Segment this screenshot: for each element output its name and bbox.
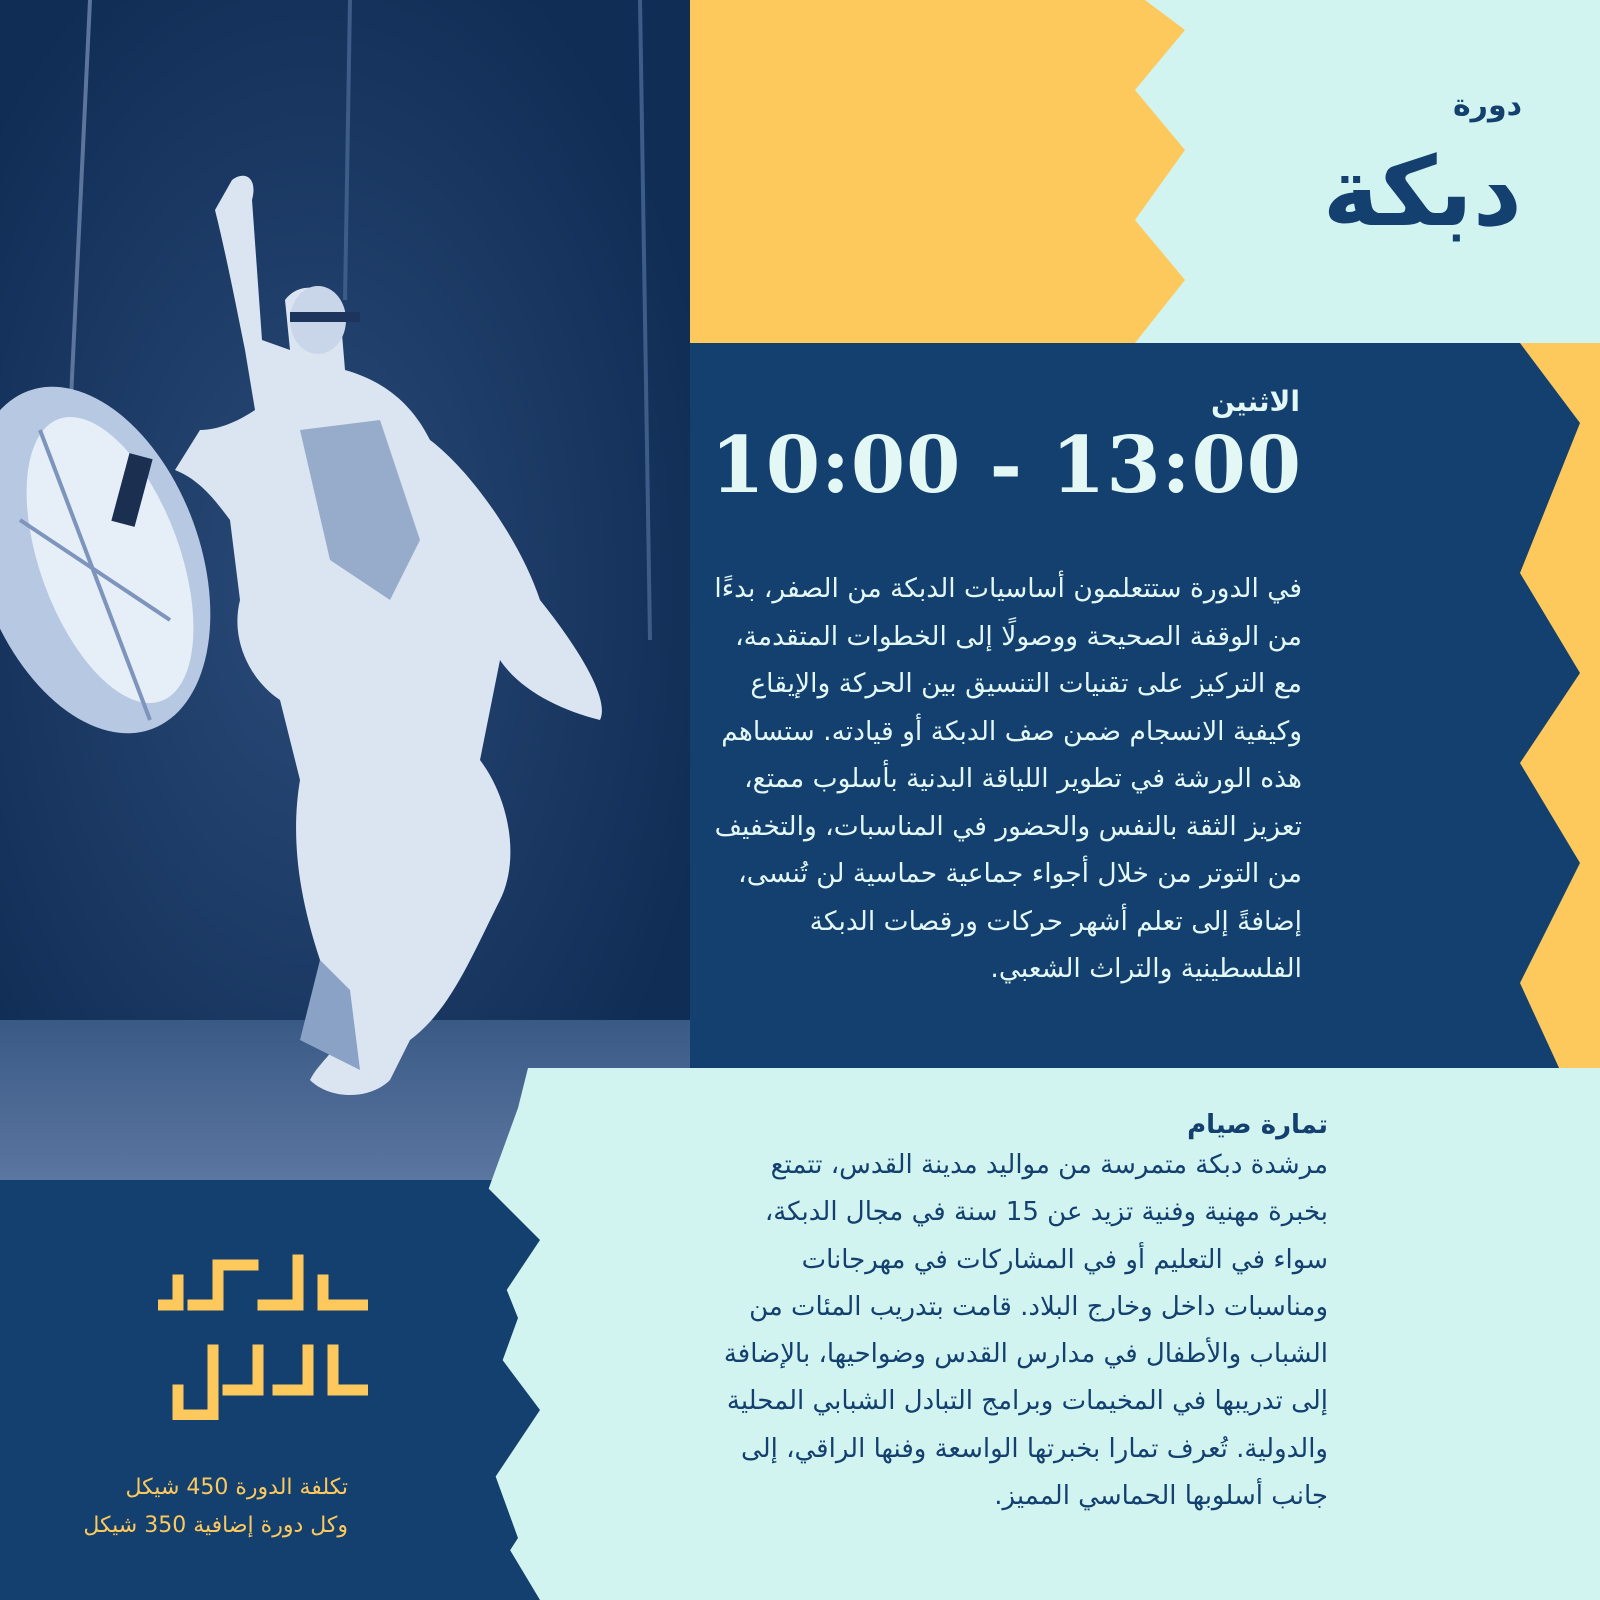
schedule-day: الاثنين [1210,385,1300,418]
schedule-time: 10:00 - 13:00 [710,420,1302,511]
instructor-name: تمارة صيام [1187,1110,1328,1140]
price-course: تكلفة الدورة 450 شيكل [125,1475,348,1500]
price-additional: وكل دورة إضافية 350 شيكل [83,1513,348,1538]
course-description: في الدورة ستتعلمون أساسيات الدبكة من الصفر، بدءًا من الوقفة الصحيحة ووصولًا إلى الخطوات المتقدمة، مع التركيز على تقنيات التنسيق بين الحركة والإيقاع وكيفية الانسجام ضمن صف الدبكة أو قيادته. ستساهم هذه الورشة في تطوير اللياقة البدنية بأسلوب ممتع، تعزيز الثقة بالنفس والحضور في المناسبات، والتخفيف من التوتر من خلال أجواء جماعية حماسية لن تُنسى، إضافةً إلى تعلم أشهر حركات ورقصات الدبكة الفلسطينية والتراث الشعبي. [714,573,1302,984]
course-label: دورة [1452,88,1522,123]
instructor-bio: مرشدة دبكة متمرسة من مواليد مدينة القدس، تتمتع بخبرة مهنية وفنية تزيد عن 15 سنة في مجال الدبكة، سواء في التعليم أو في المشاركات في مهرجانات ومناسبات داخل وخارج البلاد. قامت بتدريب المئات من الشباب والأطفال في مدارس القدس وضواحيها، بالإضافة إلى تدريبها في المخيمات وبرامج التبادل الشبابي المحلية والدولية. تُعرف تمارا بخبرتها الواسعة وفنها الراقي، إلى جانب أسلوبها الحماسي المميز. [723,1150,1328,1512]
dancer-photo [0,0,690,1180]
center-logo [158,1250,368,1420]
yellow-zigzag-edge [1520,343,1600,1070]
course-title: دبكة [1322,136,1522,248]
